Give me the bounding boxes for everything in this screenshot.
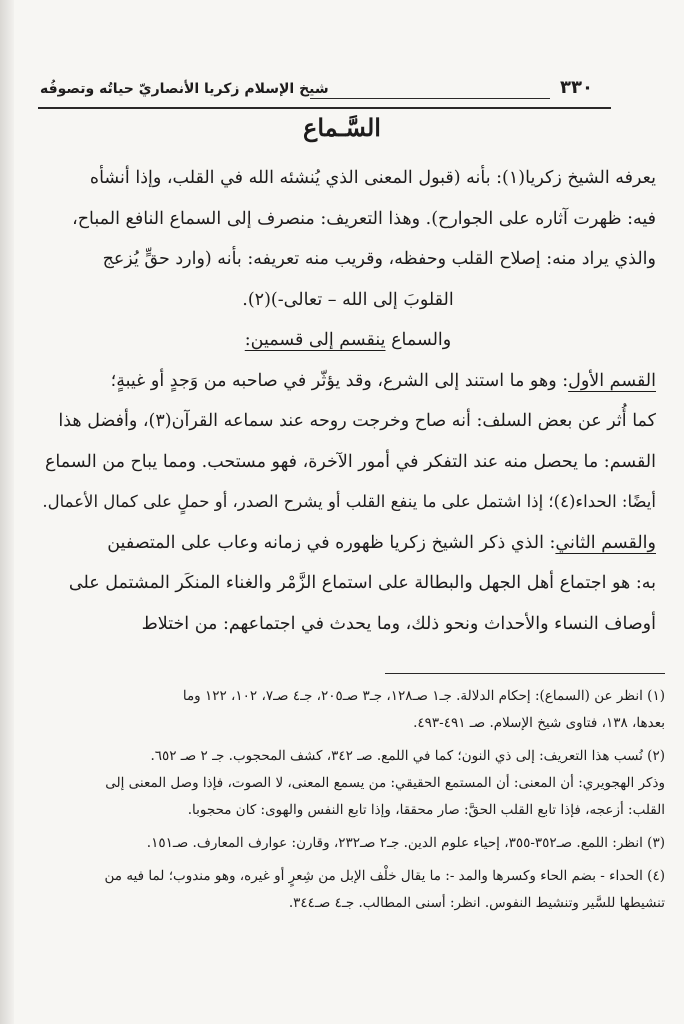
footnote-line: وذكر الهجويري: أن المعنى: أن المستمع الحقيقي: من يسمع المعنى، لا الصوت، فإذا وصل المعنى إلى bbox=[105, 775, 665, 791]
page-edge-shadow bbox=[0, 0, 14, 1024]
running-title: شيخ الإسلام زكريا الأنصاريّ حياتُه وتصوفُه bbox=[40, 81, 329, 97]
body-line: يعرفه الشيخ زكريا(١): بأنه (قبول المعنى الذي يُنشئه الله في القلب، وإذا أنشأه bbox=[89, 168, 656, 188]
section1-text: : وهو ما استند إلى الشرع، وقد يؤثّر في صاحبه من وَجدٍ أو غيبةٍ؛ bbox=[110, 370, 569, 391]
body-line: أيضًا: الحداء(٤)؛ إذا اشتمل على ما ينفع القلب أو يشرح الصدر، أو حملٍ على كمال الأعمال. bbox=[42, 492, 656, 511]
division-prefix: والسماع bbox=[385, 330, 452, 350]
section2-label: والقسم الثاني bbox=[555, 532, 656, 553]
body-line: القسم: ما يحصل منه عند التفكر في أمور الآخرة، فهو مستحب. ومما يباح من السماع bbox=[44, 451, 656, 472]
body-text bbox=[40, 158, 656, 644]
footnote-line: (٢) نُسب هذا التعريف: إلى ذي النون؛ كما في اللمع. صـ ٣٤٢، كشف المحجوب. جـ ٢ صـ ٦٥٢. bbox=[150, 748, 665, 764]
chapter-title: السَّـماع bbox=[303, 113, 381, 142]
footnote-line: تنشيطها للسَّير وتنشيط النفوس. انظر: أسنى المطالب. جـ٤ صـ٣٤٤. bbox=[288, 895, 665, 911]
section1-label: القسم الأول bbox=[568, 370, 656, 391]
body-line: فيه: ظهرت آثاره على الجوارح). وهذا التعريف: منصرف إلى السماع النافع المباح، bbox=[72, 208, 656, 229]
header-rule-short bbox=[310, 98, 550, 99]
footnote-line: (٣) انظر: اللمع. صـ٣٥٢-٣٥٥، إحياء علوم الدين. جـ٢ صـ٢٣٢، وقارن: عوارف المعارف. صـ١٥١. bbox=[146, 835, 665, 851]
header-rule bbox=[38, 107, 611, 109]
footnote-3 bbox=[40, 830, 665, 857]
section1-first-line bbox=[40, 361, 656, 402]
footnote-line: القلب: أزعجه، فإذا تابع القلب الحقَّ: صار محققا، وإذا تابع النفس والهوى: كان محجوبا. bbox=[187, 802, 665, 818]
body-line: القلوبَ إلى الله – تعالى-)(٢). bbox=[242, 289, 454, 310]
body-line: أوصاف النساء والأحداث ونحو ذلك، وما يحدث في اجتماعهم: من اختلاط bbox=[141, 613, 656, 634]
division-underlined: ينقسم إلى قسمين: bbox=[244, 330, 386, 350]
body-line: كما أُثر عن بعض السلف: أنه صاح وخرجت روحه عند سماعه القرآن(٣)، وأفضل هذا bbox=[58, 411, 656, 431]
footnote-2 bbox=[40, 743, 665, 824]
body-line: والذي يراد منه: إصلاح القلب وحفظه، وقريب منه تعريفه: بأنه (وارد حقٍّ يُزعج bbox=[102, 249, 656, 269]
body-line: به: هو اجتماع أهل الجهل والبطالة على استماع الزَّمْر والغناء المنكَر المشتمل على bbox=[68, 573, 656, 593]
footnote-separator bbox=[385, 673, 665, 674]
footnote-1 bbox=[40, 683, 665, 737]
footnotes bbox=[40, 683, 665, 923]
footnote-line: (٤) الحداء - بضم الحاء وكسرها والمد -: ما يقال خلْف الإبل من شِعرٍ أو غيره، وهو مندوب؛ لما فيه من bbox=[104, 868, 665, 884]
section2-first-line bbox=[40, 523, 656, 564]
page-number: ٣٣٠ bbox=[560, 77, 593, 98]
footnote-4 bbox=[40, 863, 665, 917]
section2-text: : الذي ذكر الشيخ زكريا ظهوره في زمانه وعاب على المتصفين bbox=[107, 532, 556, 553]
division-heading bbox=[40, 320, 656, 361]
footnote-line: (١) انظر عن (السماع): إحكام الدلالة. جـ١ صـ١٢٨، جـ٣ صـ٢٠٥، جـ٤ صـ٧، ١٠٢، ١٢٢ وما bbox=[182, 688, 665, 704]
footnote-line: بعدها، ١٣٨، فتاوى شيخ الإسلام. صـ ٤٩١-٤٩٣. bbox=[413, 715, 665, 731]
